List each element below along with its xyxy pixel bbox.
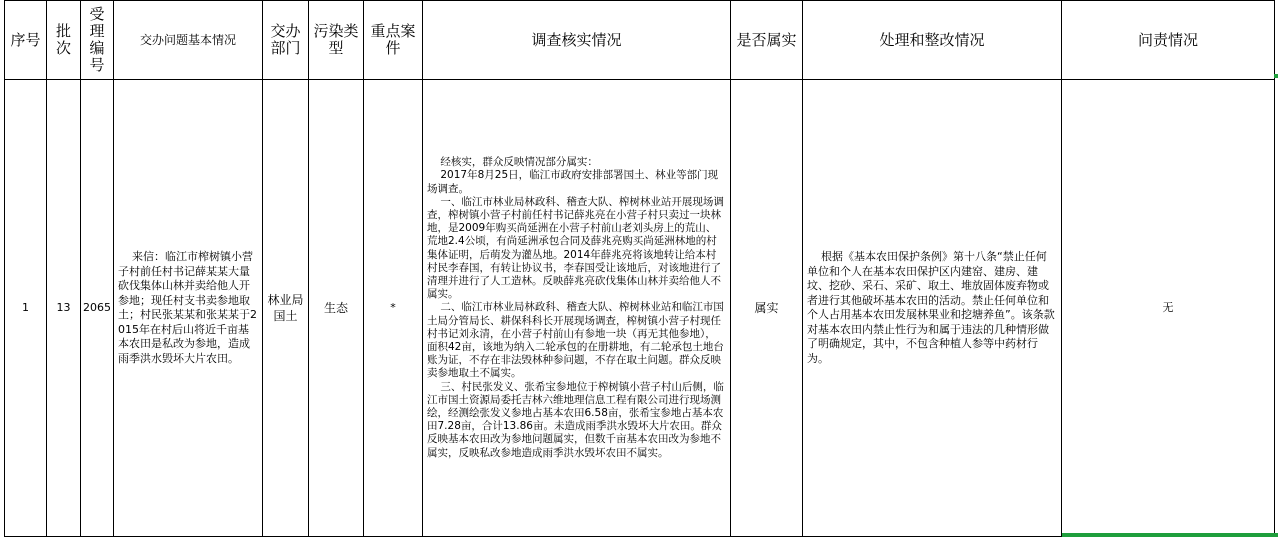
cell-handling[interactable]: 根据《基本农田保护条例》第十八条“禁止任何单位和个人在基本农田保护区内建窑、建房、建坟、挖砂、采石、采矿、取土、堆放固体废弃物或者进行其他破坏基本农田的活动。禁止任何单位和个人占用基本农田发展林果业和挖塘养鱼”。该条款对基本农田内禁止性行为和属于违法的几种情形做了明确规定，其中，不包含种植人参等中药材行为。 [803,80,1062,537]
header-accountability[interactable]: 问责情况 [1062,1,1275,80]
cell-accept-no[interactable]: 2065 [81,80,114,537]
selection-corner [1274,74,1278,78]
cell-investigation[interactable]: 经核实，群众反映情况部分属实： 2017年8月25日，临江市政府安排部署国土、林业等部门现场调查。 一、临江市林业局林政科、稽查大队、榨树林业站开展现场调查，榨树镇小营子村前任村书记薛兆亮在小营子村只卖过一块林地，是2009年购买尚延洲在小营子村前山老刘头房上的荒山、荒地2.4公顷，有尚延洲承包合同及薛兆亮购买尚延洲林地的村集体证明，后萌发为灌丛地。2014年薛兆亮将该地转让给本村村民李春国，有转让协议书，李春国受让该地后，对该地进行了清理并进行了人工造林。反映薛兆亮砍伐集体山林并卖给他人不属实。 二、临江市林业局林政科、稽查大队、榨树林业站和临江市国土局分管局长、耕保科科长开展现场调查，榨树镇小营子村现任村书记刘永清，在小营子村前山有参地一块（再无其他参地），面积42亩，该地为纳入二轮承包的在册耕地，有二轮承包土地台账为证，不存在非法毁林种参问题，不存在取土问题。群众反映卖参地取土不属实。 三、村民张发义、张希宝参地位于榨树镇小营子村山后侧，临江市国土资源局委托吉林六维地理信息工程有限公司进行现场测绘，经测绘张发义参地占基本农田6.58亩，张希宝参地占基本农田7.28亩，合计13.86亩。未造成雨季洪水毁坏大片农田。群众反映基本农田改为参地问题属实，但数千亩基本农田改为参地不属实，反映私改参地造成雨季洪水毁坏农田不属实。 [423,80,731,537]
cell-key-case[interactable]: * [364,80,423,537]
case-table [4,0,1275,537]
cell-pollution-type[interactable]: 生态 [309,80,364,537]
cell-dept[interactable]: 林业局国土 [263,80,309,537]
header-seq[interactable]: 序号 [5,1,47,80]
header-issue[interactable]: 交办问题基本情况 [114,1,263,80]
table-row [5,80,1275,537]
header-batch[interactable]: 批次 [47,1,81,80]
header-pollution-type[interactable]: 污染类型 [309,1,364,80]
header-row [5,1,1275,80]
header-is-true[interactable]: 是否属实 [731,1,803,80]
header-handling[interactable]: 处理和整改情况 [803,1,1062,80]
header-investigation[interactable]: 调查核实情况 [423,1,731,80]
selection-border [1062,533,1278,537]
cell-batch[interactable]: 13 [47,80,81,537]
cell-issue[interactable]: 来信：临江市榨树镇小营子村前任村书记薛某某大量砍伐集体山林并卖给他人开参地；现任村支书卖参地取土；村民张某某和张某某于2015年在村后山将近千亩基本农田是私改为参地，造成雨季洪水毁坏大片农田。 [114,80,263,537]
cell-seq[interactable]: 1 [5,80,47,537]
header-accept-no[interactable]: 受理编号 [81,1,114,80]
header-key-case[interactable]: 重点案件 [364,1,423,80]
cell-accountability[interactable]: 无 [1062,80,1275,537]
cell-is-true[interactable]: 属实 [731,80,803,537]
header-dept[interactable]: 交办部门 [263,1,309,80]
